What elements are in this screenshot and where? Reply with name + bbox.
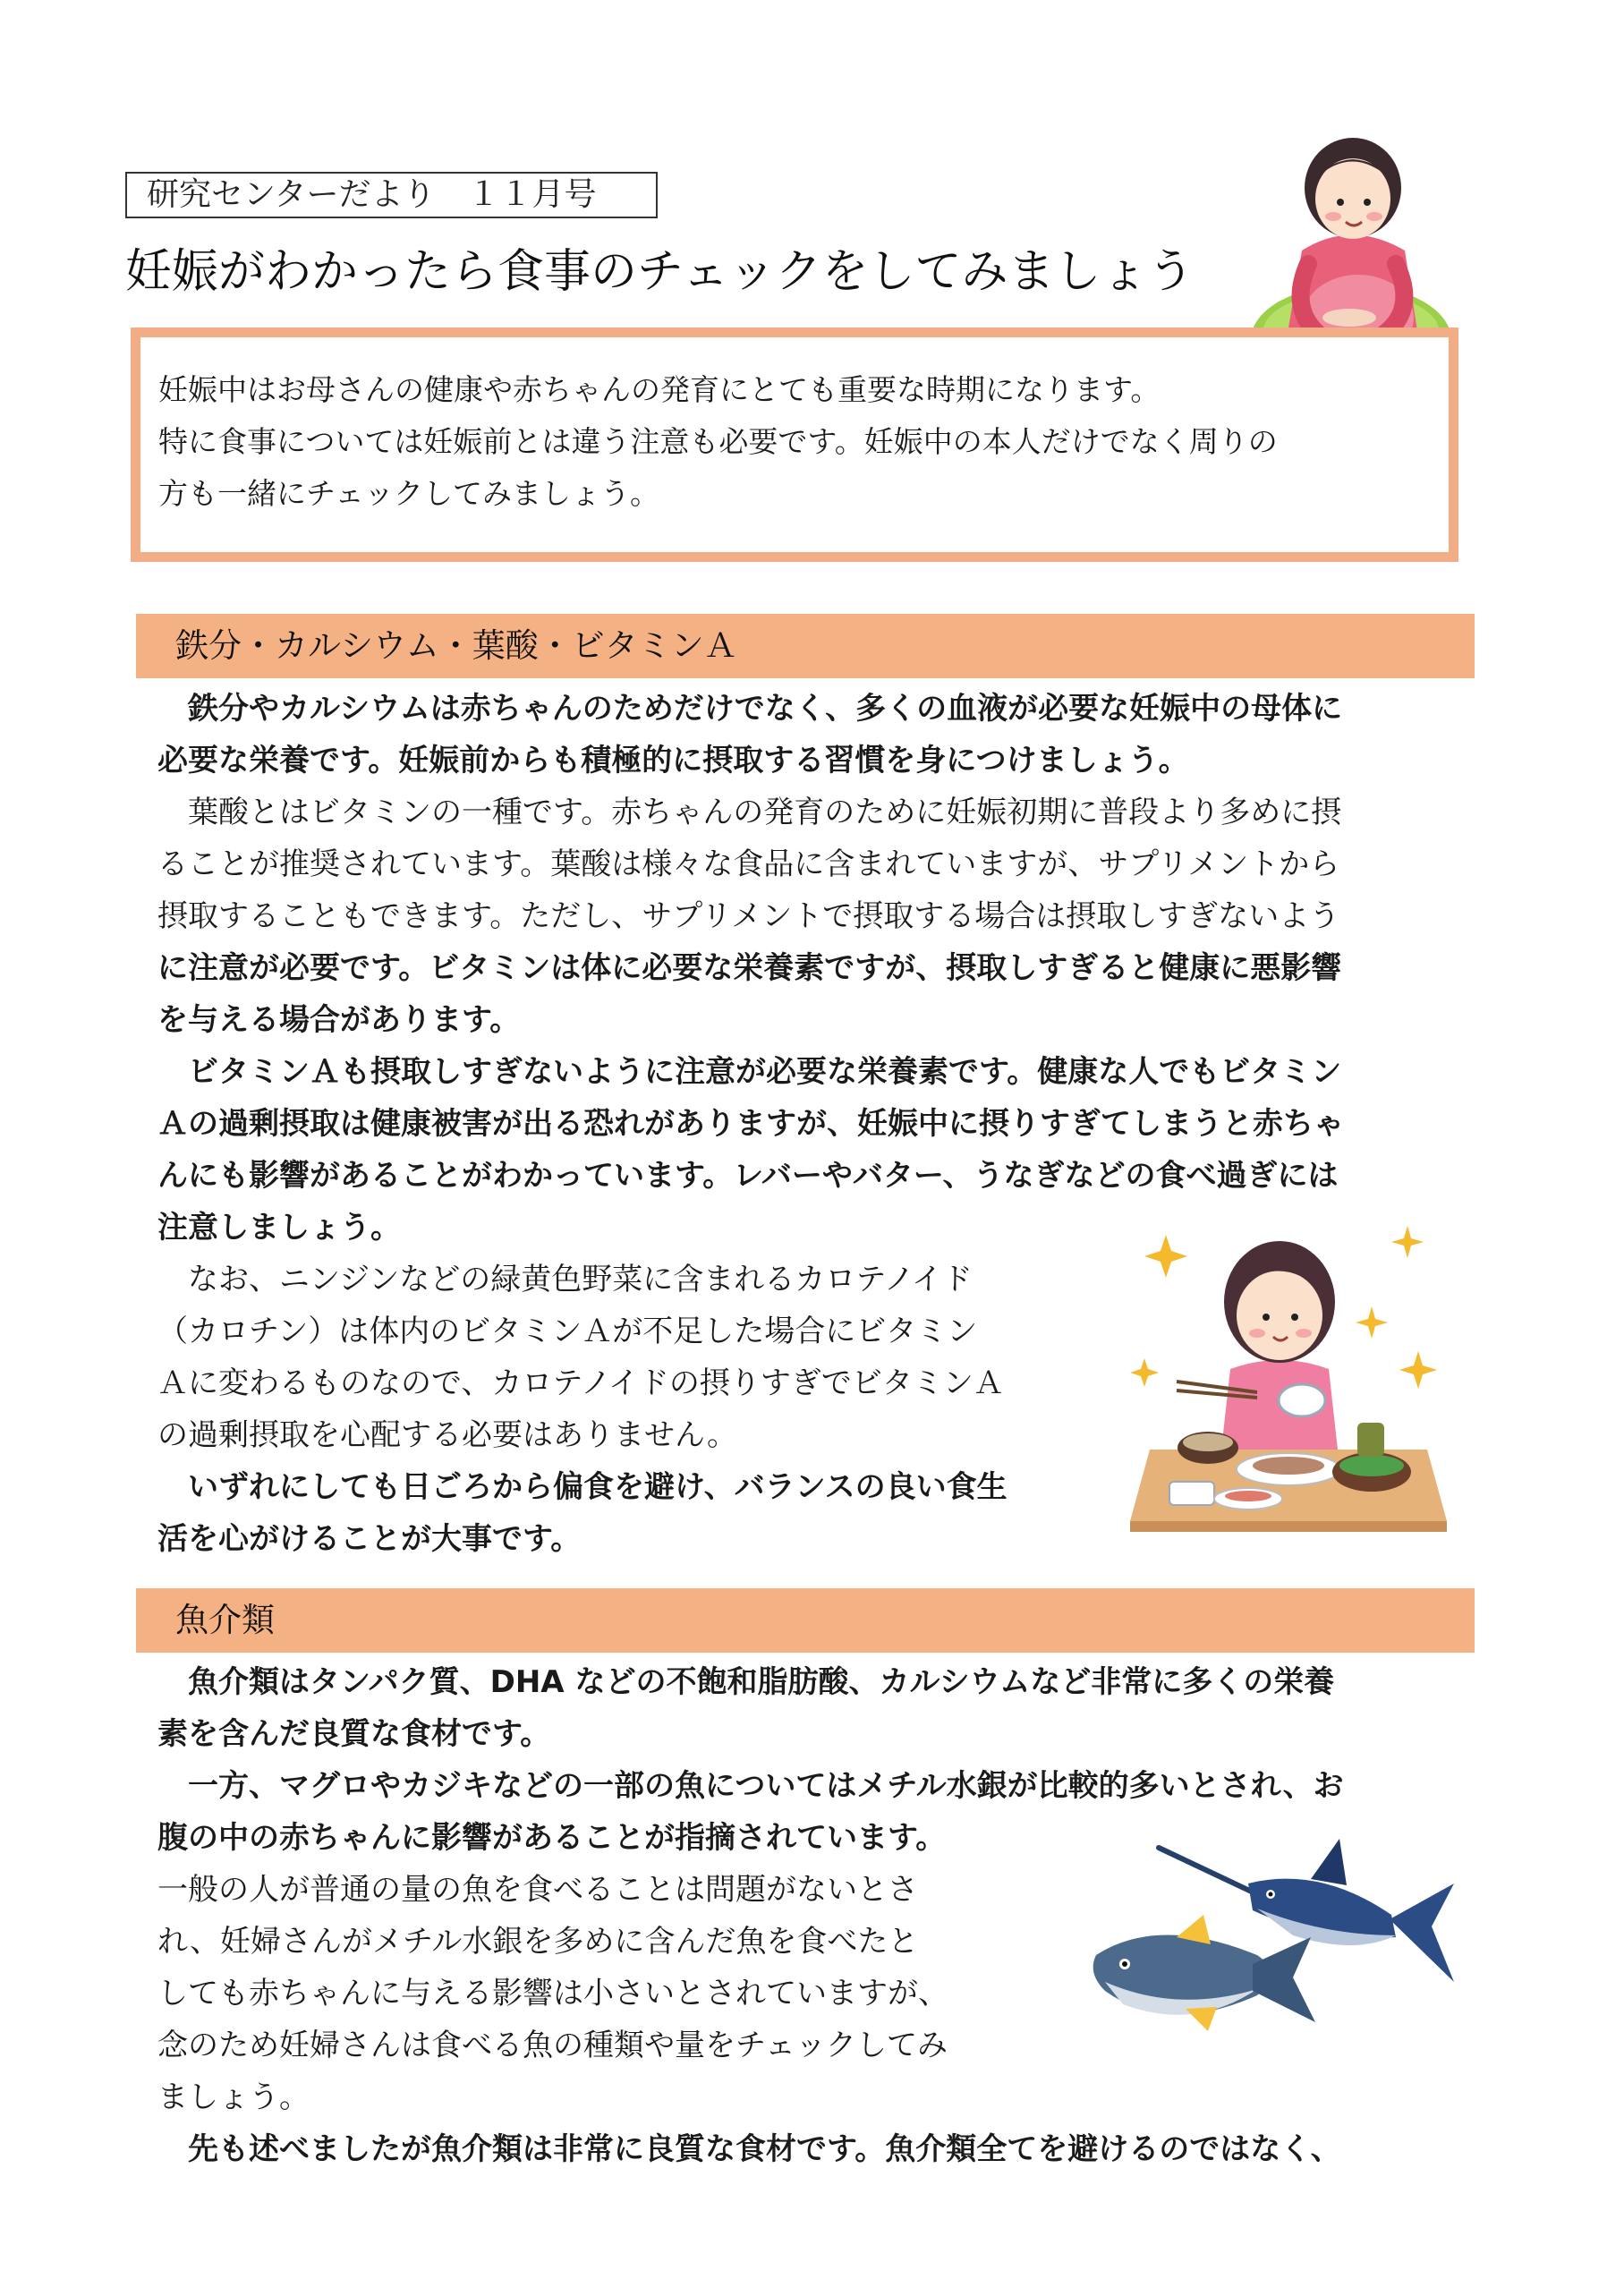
paragraph-line: 先も述べましたが魚介類は非常に良質な食材です。魚介類全てを避けるのではなく、 xyxy=(188,2131,1341,2167)
paragraph-line: なお、ニンジンなどの緑黄色野菜に含まれるカロテノイド xyxy=(188,1262,973,1297)
section-heading-nutrients: 鉄分・カルシウム・葉酸・ビタミンＡ xyxy=(136,614,1475,678)
girl-eating-meal-illustration xyxy=(1123,1217,1450,1535)
paragraph-line: 魚介類はタンパク質、DHA などの不飽和脂肪酸、カルシウムなど非常に多くの栄養 xyxy=(188,1664,1335,1700)
paragraph-line: に注意が必要です。ビタミンは体に必要な栄養素ですが、摂取しすぎると健康に悪影響 xyxy=(157,950,1342,986)
paragraph-line: 念のため妊婦さんは食べる魚の種類や量をチェックしてみ xyxy=(157,2028,948,2063)
paragraph-line: んにも影響があることがわかっています。レバーやバター、うなぎなどの食べ過ぎには xyxy=(157,1158,1339,1194)
paragraph-line: 一般の人が普通の量の魚を食べることは問題がないとさ xyxy=(157,1872,918,1908)
paragraph-line: ることが推奨されています。葉酸は様々な食品に含まれていますが、サプリメントから xyxy=(157,846,1340,882)
paragraph-line: の過剰摂取を心配する必要はありません。 xyxy=(157,1417,738,1453)
paragraph-line: 鉄分やカルシウムは赤ちゃんのためだけでなく、多くの血液が必要な妊娠中の母体に xyxy=(188,691,1343,727)
paragraph-line: いずれにしても日ごろから偏食を避け、バランスの良い食生 xyxy=(188,1469,1008,1505)
paragraph-line: れ、妊婦さんがメチル水銀を多めに含んだ魚を食べたと xyxy=(157,1924,919,1960)
paragraph-line: （カロチン）は体内のビタミンＡが不足した場合にビタミン xyxy=(157,1314,978,1349)
intro-line: 妊娠中はお母さんの健康や赤ちゃんの発育にとても重要な時期になります。 xyxy=(158,372,1161,407)
intro-box xyxy=(131,327,1458,562)
paragraph-line: ビタミンＡも摂取しすぎないように注意が必要な栄養素です。健康な人でもビタミン xyxy=(188,1054,1342,1090)
intro-line: 方も一緒にチェックしてみましょう。 xyxy=(158,476,660,511)
page-title: 妊娠がわかったら食事のチェックをしてみましょう xyxy=(125,245,1195,299)
section-heading-seafood: 魚介類 xyxy=(136,1588,1475,1653)
issue-label: 研究センターだより １１月号 xyxy=(125,172,658,218)
paragraph-line: 腹の中の赤ちゃんに影響があることが指摘されています。 xyxy=(157,1820,947,1856)
paragraph-line: 一方、マグロやカジキなどの一部の魚についてはメチル水銀が比較的多いとされ、お xyxy=(188,1768,1344,1804)
paragraph-line: を与える場合があります。 xyxy=(157,1002,521,1038)
paragraph-line: 摂取することもできます。ただし、サプリメントで摂取する場合は摂取しすぎないよう xyxy=(157,898,1340,934)
paragraph-line: Ａに変わるものなので、カロテノイドの摂りすぎでビタミンＡ xyxy=(157,1365,1004,1401)
paragraph-line: 活を心がけることが大事です。 xyxy=(157,1521,582,1557)
paragraph-line: しても赤ちゃんに与える影響は小さいとされていますが、 xyxy=(157,1976,948,2011)
paragraph-line: 注意しましょう。 xyxy=(157,1210,401,1246)
paragraph-line: 必要な栄養です。妊娠前からも積極的に摂取する習慣を身につけましょう。 xyxy=(157,743,1189,778)
paragraph-line: 葉酸とはビタミンの一種です。赤ちゃんの発育のために妊娠初期に普段より多めに摂 xyxy=(188,795,1342,830)
tuna-and-swordfish-illustration xyxy=(1087,1830,1458,2098)
intro-line: 特に食事については妊娠前とは違う注意も必要です。妊娠中の本人だけでなく周りの xyxy=(158,424,1278,459)
paragraph-line: ましょう。 xyxy=(157,2079,310,2115)
paragraph-line: Ａの過剰摂取は健康被害が出る恐れがありますが、妊娠中に摂りすぎてしまうと赤ちゃ xyxy=(157,1106,1344,1142)
paragraph-line: 素を含んだ良質な食材です。 xyxy=(157,1716,551,1752)
